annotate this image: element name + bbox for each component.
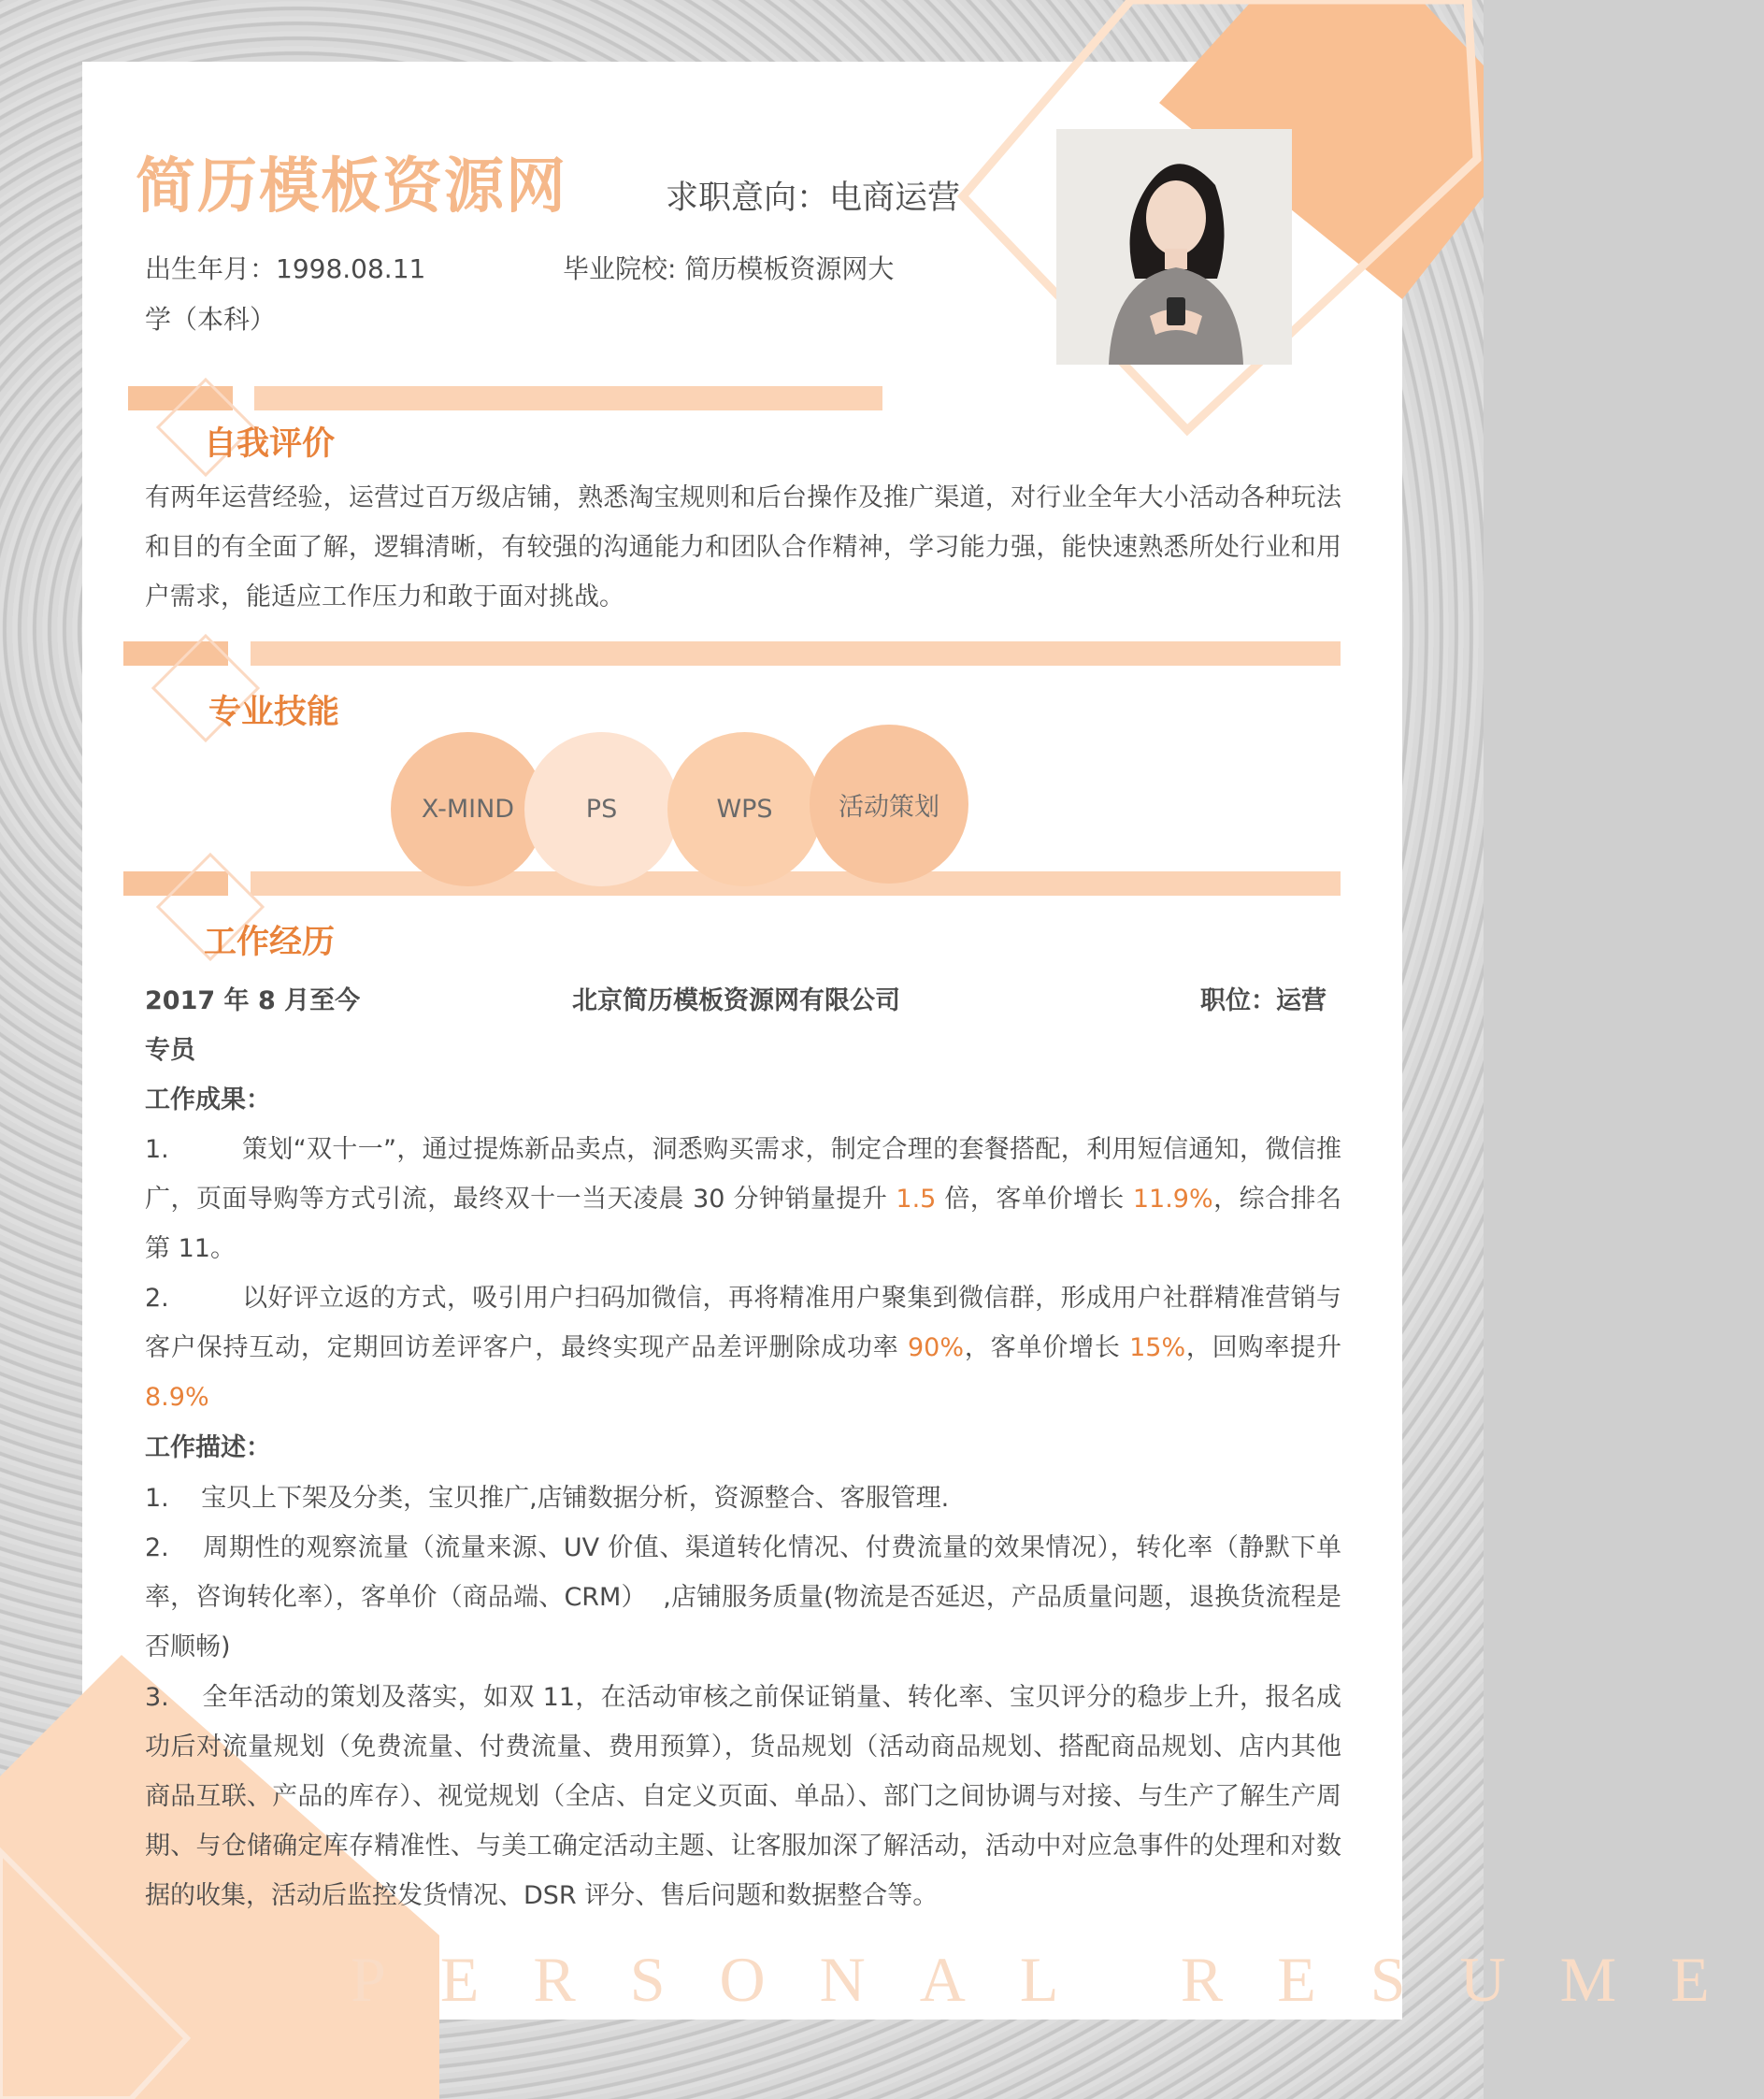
skill-label: PS (585, 795, 618, 824)
work-desc-1: 1. 宝贝上下架及分类，宝贝推广,店铺数据分析，资源整合、客服管理. (145, 1484, 950, 1513)
birth-date: 出生年月：1998.08.11 (145, 253, 426, 284)
work-desc-2: 2. 周期性的观察流量（流量来源、UV 价值、渠道转化情况、付费流量的效果情况），转化率（静默下单率，咨询转化率），客单价（商品端、CRM） ,店铺服务质量(物流是否延迟，产品质量问题，退换货流程是否顺畅) (145, 1533, 1341, 1661)
job-intent: 求职意向：电商运营 (666, 180, 961, 217)
work-company: 北京简历模板资源网有限公司 (572, 986, 900, 1015)
highlight-value: 8.9% (145, 1383, 209, 1412)
work-results-label: 工作成果： (145, 1085, 271, 1114)
skill-bubble-ps (524, 732, 679, 886)
result-text: 倍，客单价增长 (936, 1185, 1133, 1214)
section-title-skills: 专业技能 (208, 694, 340, 731)
list-number: 1. (145, 1135, 169, 1164)
profile-photo (1056, 129, 1292, 365)
work-result-1 (145, 1125, 1341, 1273)
highlight-value: 11.9% (1132, 1185, 1213, 1214)
work-desc-label: 工作描述： (145, 1433, 271, 1462)
work-date: 2017 年 8 月至今 (145, 986, 361, 1015)
result-text: ，客单价增长 (964, 1333, 1130, 1362)
skill-label: 活动策划 (839, 792, 939, 822)
skill-bubble-wps (667, 732, 822, 886)
self-eval-text: 有两年运营经验，运营过百万级店铺，熟悉淘宝规则和后台操作及推广渠道，对行业全年大小活动各种玩法和目的有全面了解，逻辑清晰，有较强的沟通能力和团队合作精神，学习能力强，能快速熟悉所处行业和用户需求，能适应工作压力和敢于面对挑战。 (145, 483, 1341, 611)
skill-bubble-activity-planning (810, 725, 968, 884)
highlight-value: 15% (1129, 1333, 1186, 1362)
section-bar-long (254, 386, 882, 410)
section-bar-long (251, 641, 1341, 666)
person-photo-icon (1056, 129, 1292, 365)
skill-label: WPS (716, 795, 773, 824)
watermark-text: PERSONAL RESUME (351, 1944, 1764, 2015)
result-text: 以好评立返的方式，吸引用户扫码加微信，再将精准用户聚集到微信群，形成用户社群精准营销与客户保持互动，定期回访差评客户，最终实现产品差评删除成功率 (145, 1284, 1341, 1362)
highlight-value: 1.5 (896, 1185, 937, 1214)
list-number: 2. (145, 1284, 169, 1313)
work-result-2 (145, 1273, 1341, 1422)
result-text: ，综合排名第 11。 (145, 1185, 1342, 1263)
skill-bubble-xmind (391, 732, 545, 886)
work-position-cont: 专员 (145, 1036, 195, 1065)
candidate-name: 简历模板资源网 (136, 152, 567, 222)
skill-label: X-MIND (421, 795, 515, 824)
section-title-self-eval: 自我评价 (204, 425, 336, 463)
result-text: 策划“双十一”，通过提炼新品卖点，洞悉购买需求，制定合理的套餐搭配，利用短信通知，微信推广，页面导购等方式引流，最终双十一当天凌晨 30 分钟销量提升 (145, 1135, 1341, 1214)
work-desc-3: 3. 全年活动的策划及落实，如双 11，在活动审核之前保证销量、转化率、宝贝评分的稳步上升，报名成功后对流量规划（免费流量、付费流量、费用预算），货品规划（活动商品规划、搭配商品规划、店内其他商品互联、产品的库存）、视觉规划（全店、自定义页面、单品）、部门之间协调与对接、与生产了解生产周期、与仓储确定库存精准性、与美工确定活动主题、让客服加深了解活动，活动中对应急事件的处理和对数据的收集，活动后监控发货情况、DSR 评分、售后问题和数据整合等。 (145, 1683, 1341, 1910)
work-position: 职位：运营 (1200, 986, 1327, 1015)
section-title-work: 工作经历 (204, 924, 336, 961)
school-line-1: 毕业院校: 简历模板资源网大 (563, 253, 895, 284)
school-line-2: 学（本科） (145, 304, 277, 335)
result-text: ，回购率提升 (1185, 1333, 1341, 1362)
highlight-value: 90% (907, 1333, 964, 1362)
section-bar-long (251, 871, 1341, 896)
